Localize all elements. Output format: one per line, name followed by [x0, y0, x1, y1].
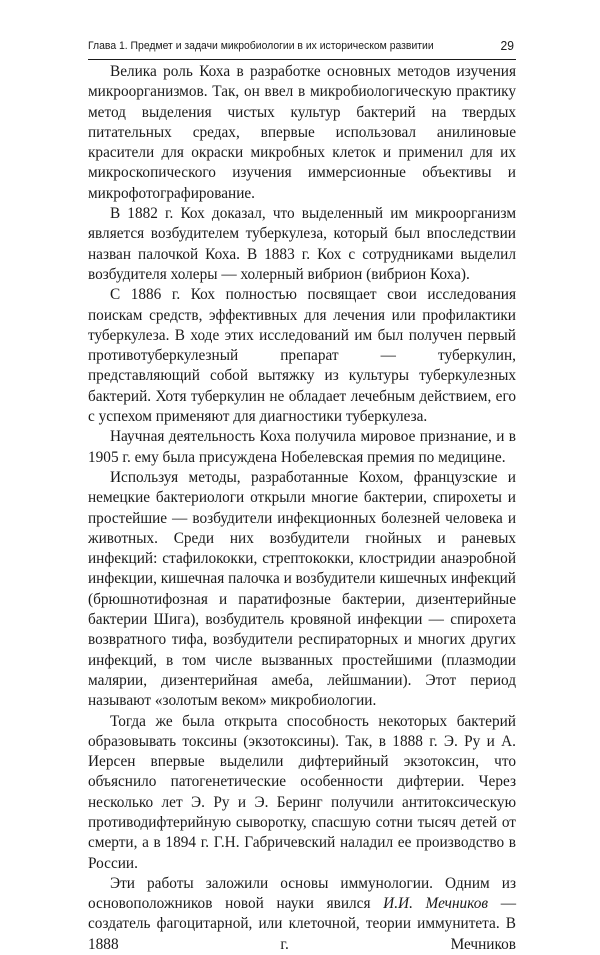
paragraph: С 1886 г. Кох полностью посвящает свои исследования поискам средств, эффективных для лечения или профилактики туберкулеза. В ходе этих исследований им был получен первый противотуберкулезный препарат — туберкулин, представляющий собой вытяжку из культуры туберкулезных бактерий. Хотя туберкулин не обладает лечебным действием, его с успехом применяют для диагностики туберкулеза.: [88, 286, 516, 426]
paragraph-text-end: — создатель фагоцитарной, или клеточной, теории иммунитета. В 1888 г. Мечников: [88, 895, 517, 953]
scientist-name: И.И. Мечников: [383, 895, 489, 913]
running-head: [88, 38, 514, 58]
paragraph: Тогда же была открыта способность некоторых бактерий образовывать токсины (экзотоксины). Так, в 1888 г. Э. Ру и А. Иерсен впервые выделили дифтерийный экзотоксин, что объяснило патогенетические особенности дифтерии. Через несколько лет Э. Ру и Э. Беринг получили антитоксическую противодифтерийную сыворотку, спасшую сотни тысяч детей от смерти, а в 1894 г. Г.Н. Габричевский наладил ее производство в России.: [88, 712, 516, 872]
page-number: 29: [500, 38, 514, 53]
body-text: [88, 62, 516, 955]
paragraph: [88, 874, 516, 955]
paragraph: Научная деятельность Коха получила мировое признание, и в 1905 г. ему была присуждена Нобелевская премия по медицине.: [88, 428, 516, 466]
chapter-title: Глава 1. Предмет и задачи микробиологии в их историческом развитии: [88, 40, 434, 52]
paragraph: В 1882 г. Кох доказал, что выделенный им микроорганизм является возбудителем туберкулеза, который был впоследствии назван палочкой Коха. В 1883 г. Кох с сотрудниками выделил возбудителя холеры — холерный вибрион (вибрион Коха).: [88, 205, 516, 283]
paragraph: Используя методы, разработанные Кохом, французские и немецкие бактериологи открыли многие бактерии, спирохеты и простейшие — возбудители инфекционных болезней человека и животных. Среди них возбудители гнойных и раневых инфекций: стафилококки, стрептококки, клостридии анаэробной инфекции, кишечная палочка и возбудители кишечных инфекций (брюшнотифозная и паратифозные бактерии, дизентерийные бактерии Шига), возбудитель кровяной инфекции — спирохета возвратного тифа, возбудители респираторных и многих других инфекций, в том числе вызванных простейшими (плазмодии малярии, дизентерийная амеба, лейшмании). Этот период называют «золотым веком» микробиологии.: [88, 468, 516, 710]
paragraph: Велика роль Коха в разработке основных методов изучения микроорганизмов. Так, он ввел в микробиологическую практику метод выделения чистых культур бактерий на твердых питательных средах, впервые использовал анилиновые красители для окраски микробных клеток и применил для их микроскопического изучения иммерсионные объективы и микрофотографирование.: [88, 63, 516, 202]
header-rule: [88, 59, 516, 60]
paragraph-text-start: Эти работы заложили основы иммунологии. Одним из основоположников новой науки явился: [88, 874, 516, 913]
